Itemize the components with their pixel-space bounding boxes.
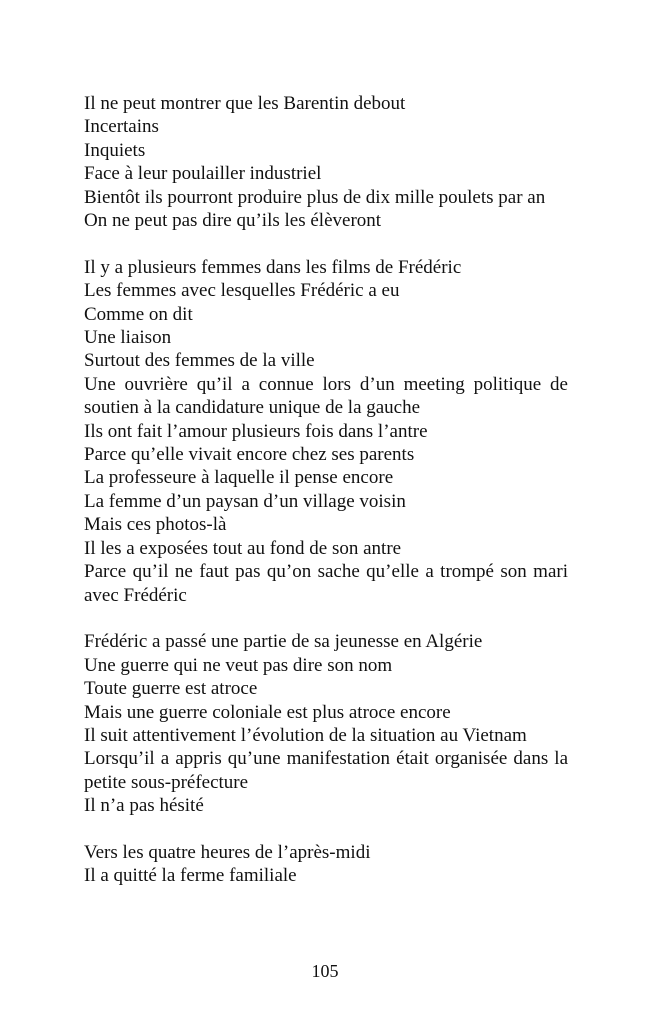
- page-number: 105: [311, 961, 339, 981]
- text-line: Vers les quatre heures de l’après-midi: [84, 841, 371, 863]
- text-line: Il ne peut montrer que les Barentin debout: [84, 93, 406, 114]
- text-line: Face à leur poulailler industriel: [84, 163, 322, 185]
- text-line: Toute guerre est atroce: [84, 678, 258, 700]
- text-line: Il a quitté la ferme familiale: [84, 865, 297, 887]
- text-line: Inquiets: [84, 139, 146, 161]
- text-line: Une liaison: [84, 327, 172, 349]
- text-line: Il y a plusieurs femmes dans les films de Frédéric: [84, 256, 462, 278]
- text-line: Les femmes avec lesquelles Frédéric a eu: [84, 280, 400, 302]
- text-line: Surtout des femmes de la ville: [84, 350, 315, 372]
- stanza-4: [84, 841, 568, 888]
- text-line: Incertains: [84, 116, 159, 138]
- text-line: Parce qu’il ne faut pas qu’on sache qu’elle a trompé son mari avec Frédéric: [84, 561, 568, 606]
- stanza-1: [84, 92, 568, 232]
- text-line: Il suit attentivement l’évolution de la situation au Vietnam: [84, 724, 527, 746]
- text-line: Comme on dit: [84, 303, 193, 325]
- text-line: Une ouvrière qu’il a connue lors d’un meeting politique de soutien à la candidature unique de la gauche: [84, 373, 568, 419]
- body-text: [84, 92, 568, 888]
- text-line: Frédéric a passé une partie de sa jeunesse en Algérie: [84, 631, 483, 653]
- stanza-3: [84, 630, 568, 817]
- text-line: Parce qu’elle vivait encore chez ses parents: [84, 444, 415, 466]
- text-line: La femme d’un paysan d’un village voisin: [84, 490, 406, 512]
- text-line: Mais ces photos-là: [84, 514, 227, 536]
- text-line: Bientôt ils pourront produire plus de dix mille poulets par an: [84, 186, 546, 208]
- text-line: Ils ont fait l’amour plusieurs fois dans l’antre: [84, 420, 428, 442]
- text-line: Une guerre qui ne veut pas dire son nom: [84, 654, 393, 676]
- text-line: On ne peut pas dire qu’ils les élèveront: [84, 210, 382, 232]
- text-line: La professeure à laquelle il pense encore: [84, 467, 394, 489]
- text-line: Lorsqu’il a appris qu’une manifestation était organisée dans la petite sous-préfecture: [84, 748, 568, 793]
- text-line: Il les a exposées tout au fond de son antre: [84, 537, 402, 559]
- text-line: Il n’a pas hésité: [84, 795, 204, 817]
- stanza-2: [84, 256, 568, 607]
- text-line: Mais une guerre coloniale est plus atroce encore: [84, 701, 451, 723]
